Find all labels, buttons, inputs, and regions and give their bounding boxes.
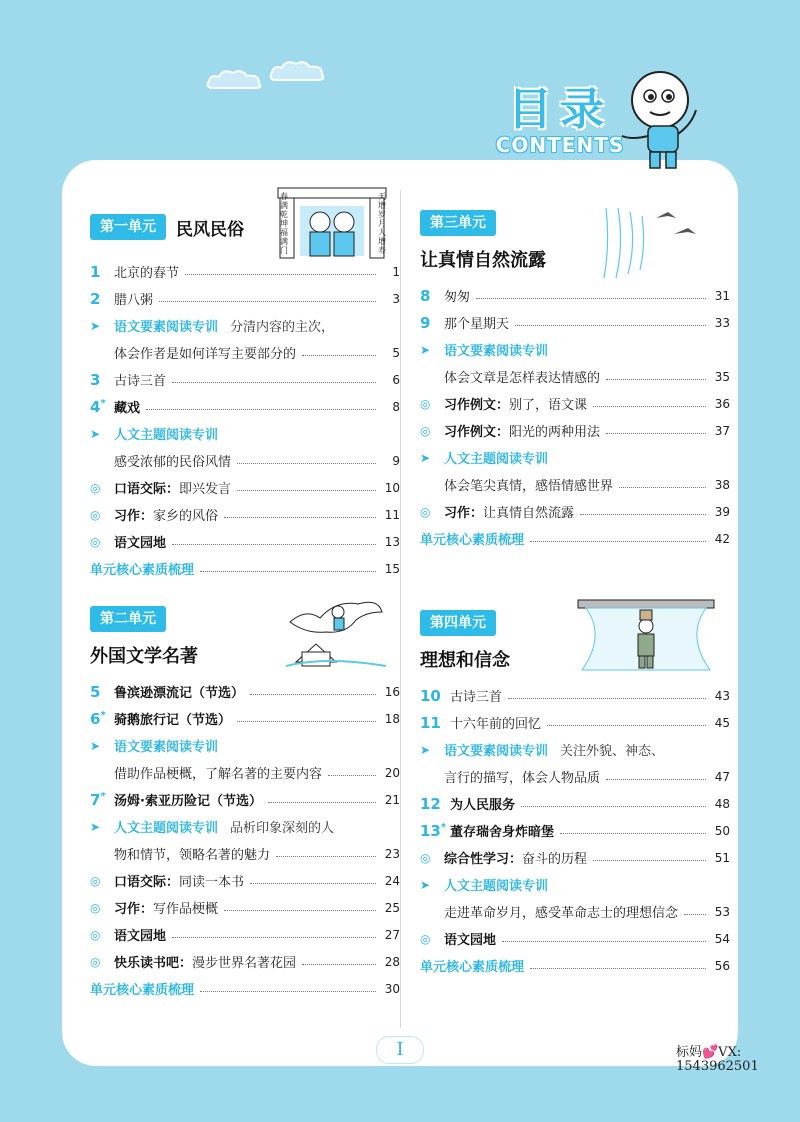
circle-bullet-icon: ◎ <box>420 396 431 411</box>
unit-3-header <box>420 210 730 272</box>
circle-bullet-icon: ◎ <box>90 507 101 522</box>
toc-entry-continuation[interactable]: 物和情节，领略名著的魅力 23 <box>114 846 400 863</box>
toc-entry[interactable]: ◎ 口语交际：同读一本书 24 <box>90 873 400 890</box>
unit-1-title: 民风民俗 <box>176 219 244 240</box>
unit-4-header <box>420 610 730 672</box>
arrow-icon: ➤ <box>90 426 101 441</box>
unit-summary-entry[interactable]: 单元核心素质梳理 42 <box>420 531 730 548</box>
cloud-decoration-left <box>205 68 265 92</box>
unit-4-title: 理想和信念 <box>420 650 510 671</box>
toc-entry[interactable]: ◎ 语文园地 13 <box>90 534 400 551</box>
spring-festival-illustration <box>276 186 388 268</box>
toc-entry[interactable]: 10 古诗三首 43 <box>420 686 730 705</box>
circle-bullet-icon: ◎ <box>420 423 431 438</box>
page-title: 目录 <box>508 84 612 135</box>
toc-entry[interactable]: ◎ 口语交际：即兴发言 10 <box>90 480 400 497</box>
toc-entry[interactable]: ➤ 人文主题阅读专训 <box>90 426 219 443</box>
toc-entry[interactable]: ➤ 人文主题阅读专训 <box>420 450 549 467</box>
soldier-illustration <box>576 596 716 672</box>
circle-bullet-icon: ◎ <box>90 954 101 969</box>
circle-bullet-icon: ◎ <box>90 534 101 549</box>
left-column <box>90 192 400 1002</box>
toc-entry[interactable]: 2 腊八粥 3 <box>90 289 400 308</box>
cloud-decoration-right <box>268 58 328 84</box>
toc-entry[interactable]: ➤ 人文主题阅读专训 <box>420 877 549 894</box>
toc-entry-continuation[interactable]: 言行的描写，体会人物品质 47 <box>444 769 730 786</box>
unit-2-header <box>90 606 400 668</box>
toc-entry[interactable]: ◎ 习作例文：阳光的两种用法 37 <box>420 423 730 440</box>
circle-bullet-icon: ◎ <box>420 504 431 519</box>
toc-entry[interactable]: 12 为人民服务 48 <box>420 794 730 813</box>
toc-entry-continuation[interactable]: 体会笔尖真情，感悟情感世界 38 <box>444 477 730 494</box>
toc-entry[interactable]: 13* 董存瑞舍身炸暗堡 50 <box>420 821 730 840</box>
toc-entry[interactable]: ➤ 语文要素阅读专训 <box>420 342 549 359</box>
unit-1-badge: 第一单元 <box>90 214 166 240</box>
unit-2-badge: 第二单元 <box>90 606 166 632</box>
toc-entry[interactable]: 1 北京的春节 1 <box>90 262 400 281</box>
page-subtitle: CONTENTS <box>495 133 625 157</box>
arrow-icon: ➤ <box>90 318 101 333</box>
toc-entry[interactable]: 11 十六年前的回忆 45 <box>420 713 730 732</box>
arrow-icon: ➤ <box>420 877 431 892</box>
arrow-icon: ➤ <box>90 738 101 753</box>
toc-entry[interactable]: ◎ 习作：让真情自然流露 39 <box>420 504 730 521</box>
toc-entry[interactable]: 4* 藏戏 8 <box>90 397 400 416</box>
toc-entry[interactable]: 7* 汤姆·索亚历险记（节选） 21 <box>90 790 400 809</box>
watermark-line-2: 1543962501 <box>676 1059 759 1074</box>
arrow-icon: ➤ <box>420 450 431 465</box>
toc-entry[interactable]: ➤ 语文要素阅读专训 <box>90 738 219 755</box>
arrow-icon: ➤ <box>420 742 431 757</box>
toc-entry[interactable]: ◎ 习作：家乡的风俗 11 <box>90 507 400 524</box>
toc-entry[interactable]: ◎ 综合性学习：奋斗的历程 51 <box>420 850 730 867</box>
toc-entry[interactable]: 6* 骑鹅旅行记（节选） 18 <box>90 709 400 728</box>
toc-entry-continuation[interactable]: 体会作者是如何详写主要部分的 5 <box>114 345 400 362</box>
circle-bullet-icon: ◎ <box>90 873 101 888</box>
right-column <box>420 210 730 979</box>
toc-entry[interactable]: 3 古诗三首 6 <box>90 370 400 389</box>
unit-2-title: 外国文学名著 <box>90 646 198 667</box>
toc-entry-continuation[interactable]: 借助作品梗概，了解名著的主要内容 20 <box>114 765 400 782</box>
circle-bullet-icon: ◎ <box>90 480 101 495</box>
unit-summary-entry[interactable]: 单元核心素质梳理 30 <box>90 981 400 998</box>
toc-entry[interactable]: 5 鲁滨逊漂流记（节选） 16 <box>90 682 400 701</box>
boy-on-goose-illustration <box>286 594 386 670</box>
toc-entry[interactable]: ◎ 习作：写作品梗概 25 <box>90 900 400 917</box>
toc-entry[interactable]: ◎ 语文园地 54 <box>420 931 730 948</box>
toc-entry[interactable]: ◎ 快乐读书吧：漫步世界名著花园 28 <box>90 954 400 971</box>
circle-bullet-icon: ◎ <box>90 927 101 942</box>
unit-summary-entry[interactable]: 单元核心素质梳理 56 <box>420 958 730 975</box>
toc-entry[interactable]: ➤ 语文要素阅读专训 分清内容的主次， <box>90 318 335 335</box>
couplet-left: 春满乾坤福满门 <box>280 192 288 255</box>
toc-entry-continuation[interactable]: 体会文章是怎样表达情感的 35 <box>444 369 730 386</box>
toc-entry[interactable]: 8 匆匆 31 <box>420 286 730 305</box>
toc-entry[interactable]: 9 那个星期天 33 <box>420 313 730 332</box>
toc-entry[interactable]: ◎ 语文园地 27 <box>90 927 400 944</box>
page-number: I <box>376 1036 424 1064</box>
unit-3-title: 让真情自然流露 <box>420 250 546 271</box>
unit-4-badge: 第四单元 <box>420 610 496 636</box>
swallows-willow-illustration <box>596 204 716 280</box>
couplet-right: 天增岁月人增寿 <box>378 192 386 255</box>
circle-bullet-icon: ◎ <box>90 900 101 915</box>
unit-3-badge: 第三单元 <box>420 210 496 236</box>
cartoon-boy-illustration <box>612 64 722 172</box>
toc-entry-continuation[interactable]: 感受浓郁的民俗风情 9 <box>114 453 400 470</box>
toc-entry[interactable]: ➤ 语文要素阅读专训 关注外貌、神态、 <box>420 742 665 759</box>
circle-bullet-icon: ◎ <box>420 931 431 946</box>
circle-bullet-icon: ◎ <box>420 850 431 865</box>
toc-entry[interactable]: ➤ 人文主题阅读专训 品析印象深刻的人 <box>90 819 335 836</box>
toc-entry-continuation[interactable]: 走进革命岁月，感受革命志士的理想信念 53 <box>444 904 730 921</box>
arrow-icon: ➤ <box>90 819 101 834</box>
watermark <box>676 1046 759 1074</box>
toc-entry[interactable]: ◎ 习作例文：别了，语文课 36 <box>420 396 730 413</box>
column-divider <box>400 190 401 1028</box>
unit-summary-entry[interactable]: 单元核心素质梳理 15 <box>90 561 400 578</box>
arrow-icon: ➤ <box>420 342 431 357</box>
watermark-line-1: 标妈💕VX: <box>676 1045 742 1060</box>
